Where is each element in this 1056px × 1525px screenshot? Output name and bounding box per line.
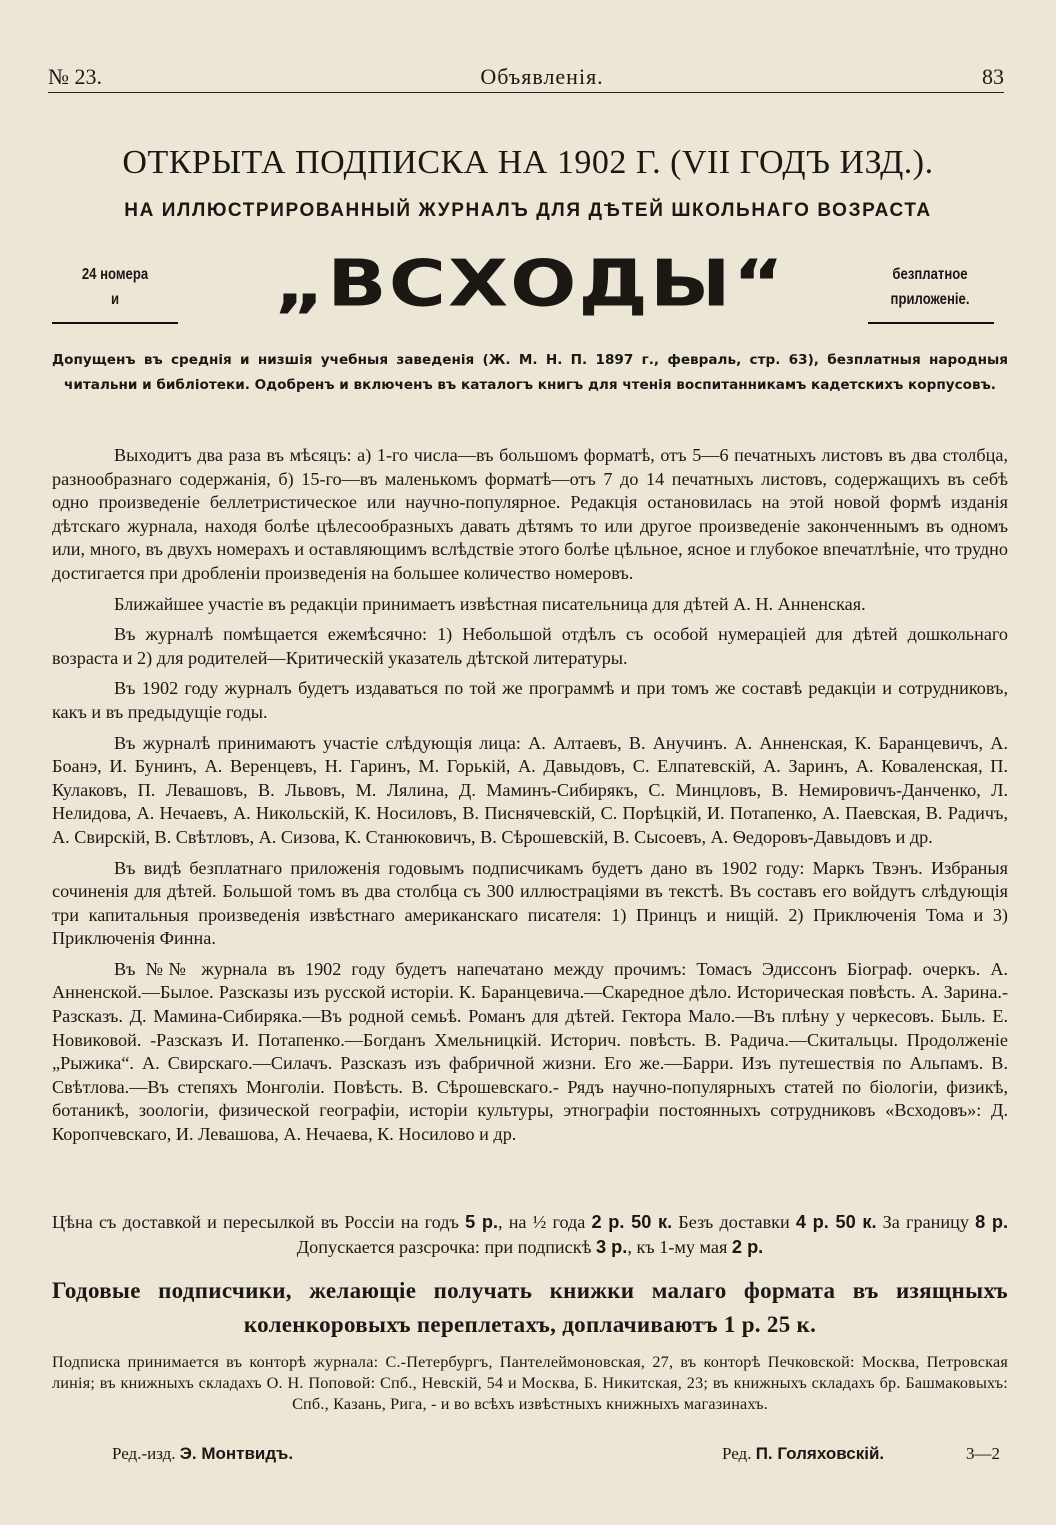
- binding-notice: Годовые подписчики, желающіе получать книжки малаго формата въ изящныхъ коленкоровыхъ переплетахъ, доплачиваютъ 1 р. 25 к.: [52, 1278, 1008, 1337]
- section-title: Объявленія.: [480, 64, 604, 89]
- paragraph-program: Въ 1902 году журналъ будетъ издаваться по той же программѣ и при томъ же составѣ редакціи и сотрудниковъ, какъ и въ предыдущіе годы.: [52, 678, 1008, 722]
- price-label: Цѣна съ доставкой и пересылкой въ Россіи на годъ: [52, 1212, 459, 1232]
- issue-number: № 23.: [48, 64, 102, 89]
- right-title-rule: [868, 322, 994, 324]
- no-delivery-price: 4 р. 50 к.: [795, 1212, 877, 1232]
- paragraph-contents-1902: Въ №№ журнала въ 1902 году будетъ напечатано между прочимъ: Томасъ Эдиссонъ Біограф. очеркъ. А. Анненской.—Былое. Разсказы изъ русской исторіи. К. Баранцевича.—Скаредное дѣло. Историческая повѣсть. А. Зарина.- Разсказъ. Д. Мамина-Сибиряка.—Въ родной семьѣ. Романъ для дѣтей. Гектора Мало.—Въ плѣну у черкесовъ. Быль. Е. Новиковой. -Разсказъ И. Потапенко.—Богданъ Хмельницкій. Историч. повѣсть. В. Радича.—Скитальцы. Продолженіе „Рыжика“. А. Свирскаго.—Силачъ. Разсказъ изъ фабричной жизни. Его же.—Барри. Изъ путешествія по Альпамъ. В. Свѣтлова.—Въ степяхъ Монголіи. Повѣсть. В. Сѣрошевскаго.- Рядъ научно-популярныхъ статей по біологіи, физикѣ, ботаникѣ, зоологіи, физической географіи, исторіи культуры, этнографіи постоянныхъ сотрудниковъ «Всходовъ»: Д. Коропчевскаго, И. Левашова, А. Нечаева, К. Носилово и др.: [52, 958, 1008, 1145]
- paragraph-monthly-sections: Въ журналѣ помѣщается ежемѣсячно: 1) Небольшой отдѣлъ съ особой нумераціей для дѣтей дошкольнаго возраста и 2) для родителей—Критическій указатель дѣтской литературы.: [52, 624, 1008, 668]
- free-supplement-box: [874, 262, 986, 318]
- editor-name: П. Голяховскій.: [755, 1444, 885, 1463]
- paragraph-contributors: Въ журналѣ принимаютъ участіе слѣдующія лица: А. Алтаевъ, В. Анучинъ. А. Анненская, К. Баранцевичъ, А. Боанэ, И. Бунинъ, А. Веренцевъ, Н. Гаринъ, М. Горькій, А. Давыдовъ, С. Елпатевскій, А. Заринъ, А. Коваленская, П. Кулаковъ, П. Левашовъ, В. Львовъ, М. Лялина, Д. Маминъ-Сибирякъ, С. Минцловъ, В. Немировичъ-Данченко, Л. Нелидова, А. Нечаевъ, А. Никольскій, К. Носиловъ, В. Писнячевскій, С. Порѣцкій, И. Потапенко, А. Паевская, В. Радичъ, А. Свирскій, В. Свѣтловъ, А. Сизова, К. Станюковичъ, В. Сѣрошевскій, В. Сысоевъ, А. Ѳедоровъ-Давыдовъ и др.: [52, 732, 1008, 847]
- paragraph-free-supplement: Въ видѣ безплатнаго приложенія годовымъ подписчикамъ будетъ дано въ 1902 году: Маркъ Твэнъ. Избраныя сочиненія для дѣтей. Большой томъ въ два столбца съ 300 иллюстраціями въ текстѣ. Въ составъ его войдутъ слѣдующія три капитальныя произведенія извѣстнаго американскаго писателя: 1) Принцъ и нищій. 2) Приключенія Тома и 3) Приключенія Финна.: [52, 857, 1008, 949]
- installment-first-price: 3 р.: [596, 1237, 628, 1257]
- running-header: [48, 56, 1004, 90]
- publisher-signature: [112, 1444, 293, 1464]
- paragraph-editor: Ближайшее участіе въ редакціи принимаетъ извѣстная писательница для дѣтей А. Н. Анненская.: [114, 593, 866, 614]
- issues-count-box: [63, 262, 166, 318]
- publisher-label: Ред.-изд.: [112, 1444, 176, 1463]
- half-year-label: , на ½ года: [498, 1212, 586, 1232]
- editor-signature: [722, 1444, 884, 1464]
- installment-second-price: 2 р.: [731, 1237, 764, 1257]
- subscription-addresses: Подписка принимается въ конторѣ журнала: С.-Петербургъ, Пантелеймоновская, 27, въ конторѣ Печковской: Москва, Петровская линія; въ книжныхъ складахъ О. Н. Поповой: Спб., Невскій, 54 и Москва, Б. Никитская, 23; въ книжныхъ складахъ бр. Башмаковыхъ: Спб., Казань, Рига, - и во всѣхъ извѣстныхъ книжныхъ магазинахъ.: [52, 1353, 1008, 1413]
- page-number: 83: [982, 64, 1004, 89]
- free-supplement-line2: приложеніе.: [890, 291, 970, 308]
- price-info: [52, 1210, 1008, 1260]
- editor-label: Ред.: [722, 1444, 752, 1463]
- paragraph-publication-schedule: Выходитъ два раза въ мѣсяцъ: а) 1-го числа—въ большомъ форматѣ, отъ 5—6 печатныхъ листовъ въ два столбца, разнообразнаго содержанія, б) 15-го—въ маленькомъ форматѣ—отъ 7 до 14 печатныхъ листовъ, содержащихъ въ себѣ одно произведеніе беллетристическое или научно-популярное. Редакція остановилась на этой новой формѣ изданія дѣтскаго журнала, находя болѣе цѣлесообразныхъ давать дѣтямъ то или другое произведеніе законченнымъ въ одномъ или, много, въ двухъ номерахъ и оставляющимъ вслѣдствіе этого болѣе цѣльное, ясное и глубокое впечатлѣніе, что трудно достигается при дробленіи произведенія на большее количество номеровъ.: [52, 445, 1008, 583]
- header-rule: [48, 92, 1004, 93]
- issues-count-line2: и: [110, 291, 120, 308]
- publisher-name: Э. Монтвидъ.: [179, 1444, 294, 1463]
- no-delivery-label: Безъ доставки: [672, 1212, 790, 1232]
- installment-label: Допускается разсрочка: при подпискѣ: [296, 1237, 592, 1257]
- subscription-headline: ОТКРЫТА ПОДПИСКА НА 1902 Г. (VII ГОДЪ ИЗД.).: [122, 144, 934, 181]
- approval-notice: Допущенъ въ среднія и низшія учебныя заведенія (Ж. М. Н. П. 1897 г., февраль, стр. 63), безплатныя народныя читальни и библіотеки. Одобренъ и включенъ въ каталогъ книгъ для чтенія воспитанникамъ кадетскихъ корпусовъ.: [52, 352, 1008, 393]
- abroad-price: 8 р.: [975, 1212, 1009, 1232]
- free-supplement-line1: безплатное: [892, 266, 968, 283]
- issues-count-line1: 24 номера: [81, 266, 149, 283]
- year-price: 5 р.: [465, 1212, 498, 1232]
- left-title-rule: [52, 322, 178, 324]
- installment-may-label: , къ 1-му мая: [627, 1237, 728, 1257]
- article-body: [52, 444, 1008, 1154]
- edition-mark: 3—2: [966, 1444, 1000, 1463]
- journal-title-logo: „ВСХОДЫ“: [274, 247, 786, 321]
- abroad-label: За границу: [876, 1212, 969, 1232]
- half-year-price: 2 р. 50 к.: [591, 1212, 673, 1232]
- journal-subheadline: НА ИЛЛЮСТРИРОВАННЫЙ ЖУРНАЛЪ ДЛЯ ДѢТЕЙ ШКОЛЬНАГО ВОЗРАСТА: [124, 200, 932, 221]
